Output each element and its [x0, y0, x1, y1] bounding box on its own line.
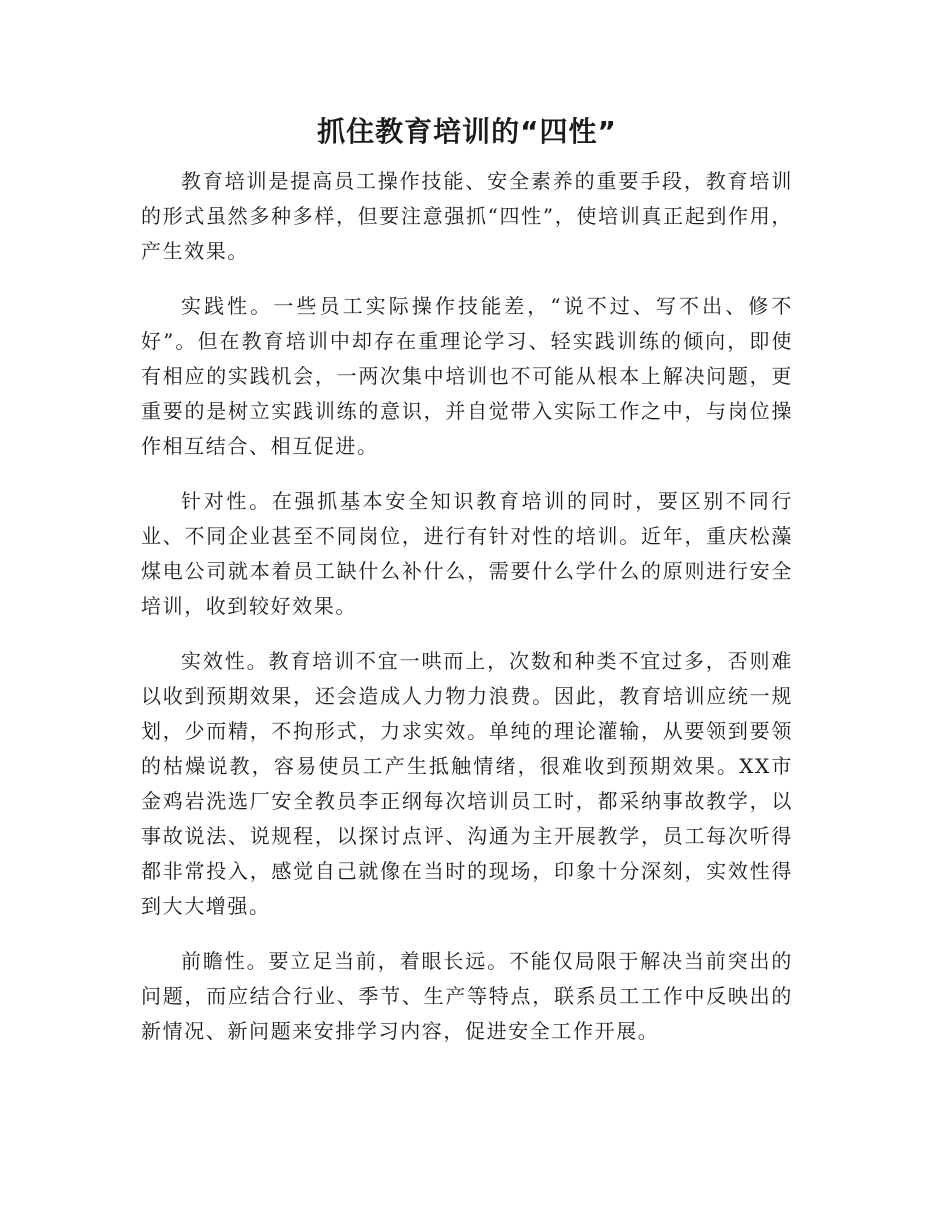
- paragraph-intro: 教育培训是提高员工操作技能、安全素养的重要手段，教育培训的形式虽然多种多样，但要注意强抓“四性”，使培训真正起到作用，产生效果。: [141, 169, 793, 263]
- document-title: 抓住教育培训的“四性”: [317, 115, 617, 148]
- paragraph-foresight: 前瞻性。要立足当前，着眼长远。不能仅局限于解决当前突出的问题，而应结合行业、季节、生产等特点，联系员工工作中反映出的新情况、新问题来安排学习内容，促进安全工作开展。: [141, 949, 793, 1043]
- paragraph-pertinence: 针对性。在强抓基本安全知识教育培训的同时，要区别不同行业、不同企业甚至不同岗位，进行有针对性的培训。近年，重庆松藻煤电公司就本着员工缺什么补什么，需要什么学什么的原则进行安全培训，收到较好效果。: [141, 489, 793, 618]
- paragraph-practicality: 实践性。一些员工实际操作技能差，“说不过、写不出、修不好”。但在教育培训中却存在重理论学习、轻实践训练的倾向，即使有相应的实践机会，一两次集中培训也不可能从根本上解决问题，更重要的是树立实践训练的意识，并自觉带入实际工作之中，与岗位操作相互结合、相互促进。: [141, 294, 793, 458]
- document-page: [141, 108, 793, 1069]
- paragraph-effectiveness: 实效性。教育培训不宜一哄而上，次数和种类不宜过多，否则难以收到预期效果，还会造成人力物力浪费。因此，教育培训应统一规划，少而精，不拘形式，力求实效。单纯的理论灌输，从要领到要领的枯燥说教，容易使员工产生抵触情绪，很难收到预期效果。XX市金鸡岩洗选厂安全教员李正纲每次培训员工时，都采纳事故教学，以事故说法、说规程，以探讨点评、沟通为主开展教学，员工每次听得都非常投入，感觉自己就像在当时的现场，印象十分深刻，实效性得到大大增强。: [141, 649, 793, 918]
